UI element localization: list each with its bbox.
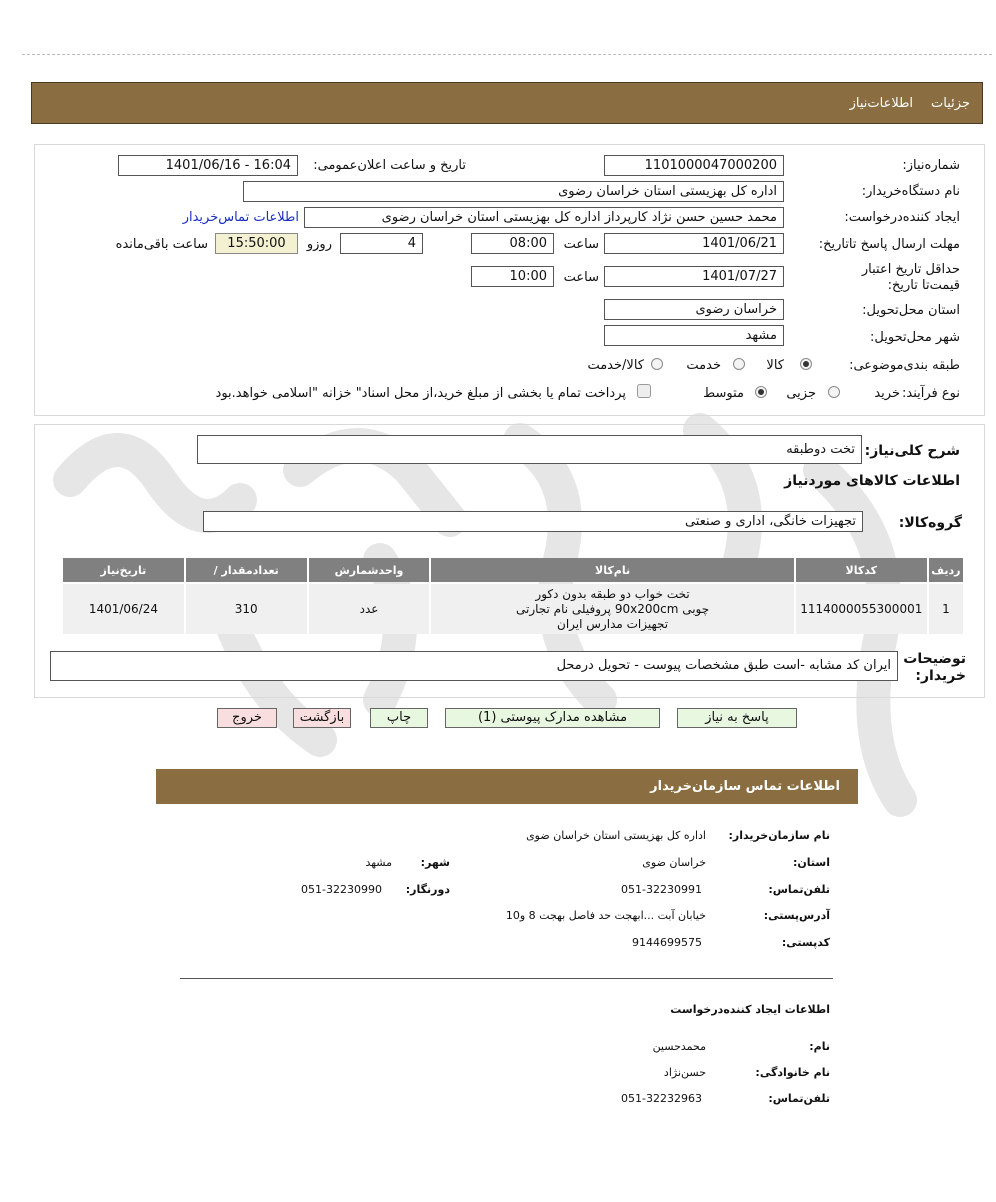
- deadline-label: مهلت ارسال پاسخ تا‌تاریخ:: [818, 237, 960, 252]
- category-radio-both[interactable]: [651, 358, 663, 370]
- cell-code: 1114000055300001: [796, 584, 927, 634]
- exit-button[interactable]: خروج: [217, 708, 277, 728]
- province-label: استان محل‌تحویل:: [862, 303, 960, 318]
- creator-phone-label: تلفن‌تماس:: [768, 1092, 830, 1105]
- category-option-service: خدمت: [686, 358, 721, 373]
- payment-checkbox[interactable]: [637, 384, 651, 398]
- cell-name-line2: چوبی 90x200cm پروفیلی نام تجارتی: [515, 601, 710, 616]
- city-field: مشهد: [604, 325, 784, 346]
- deadline-time-label: ساعت: [563, 237, 599, 252]
- need-number-label: شماره‌نیاز:: [902, 158, 960, 173]
- attachments-button[interactable]: مشاهده مدارک پیوستی (1): [445, 708, 660, 728]
- process-radio-minor[interactable]: [828, 386, 840, 398]
- contact-title-bar: اطلاعات تماس سازمان‌خریدار: [156, 769, 858, 804]
- contact-org: اداره کل بهزیستی استان خراسان ضوی: [526, 829, 706, 842]
- contact-city-label: شهر:: [420, 856, 450, 869]
- goods-group-label: گروه‌کالا:: [898, 515, 962, 531]
- validity-time-label: ساعت: [563, 270, 599, 285]
- cell-qty: 310: [186, 584, 307, 634]
- cell-name-line3: تجهیزات مدارس ایران: [557, 616, 669, 631]
- validity-date-field: 1401/07/27: [604, 266, 784, 287]
- col-row: ردیف: [929, 558, 963, 582]
- goods-info-title: اطلاعات کالاهای موردنیاز: [784, 473, 960, 489]
- process-label: نوع فرآیند:: [902, 386, 960, 401]
- contact-postal: 9144699575: [632, 936, 702, 949]
- buyer-notes-label-line1: توضیحات: [903, 651, 966, 667]
- need-number-field: 1101000047000200: [604, 155, 784, 176]
- contact-divider: [180, 978, 833, 979]
- deadline-date-field: 1401/06/21: [604, 233, 784, 254]
- contact-phone-label: تلفن‌تماس:: [768, 883, 830, 896]
- contact-province-label: استان:: [793, 856, 830, 869]
- days-label: روزو: [306, 237, 332, 252]
- contact-address-label: آدرس‌پستی:: [763, 909, 830, 922]
- contact-province: خراسان ضوی: [642, 856, 706, 869]
- table-row: [63, 584, 963, 634]
- col-qty: تعدادمقدار /: [186, 558, 307, 582]
- process-option-minor: جزیی: [786, 386, 816, 401]
- process-option-purchase: خرید: [874, 386, 900, 401]
- general-desc-field: تخت دوطبقه: [197, 435, 862, 464]
- buyer-org-field: اداره کل بهزیستی استان خراسان رضوی: [243, 181, 784, 202]
- buyer-notes-label: [903, 651, 966, 685]
- contact-fax-label: دورنگار:: [405, 883, 450, 896]
- goods-table: [61, 556, 965, 636]
- days-field: 4: [340, 233, 423, 254]
- col-unit: واحدشمارش: [309, 558, 430, 582]
- creator-field: محمد حسین حسن نژاد کارپرداز اداره کل بهزیستی استان خراسان رضوی: [304, 207, 784, 228]
- category-option-goods: کالا: [766, 358, 784, 373]
- creator-phone: 051-32232963: [621, 1092, 702, 1105]
- buyer-contact-link[interactable]: اطلاعات تماس‌خریدار: [182, 210, 299, 225]
- buyer-notes-field: ایران کد مشابه -است طبق مشخصات پیوست - تحویل درمحل: [50, 651, 898, 681]
- col-date: تاریخ‌نیاز: [63, 558, 184, 582]
- col-code: کدکالا: [796, 558, 927, 582]
- tab-need-info[interactable]: اطلاعات‌نیاز: [849, 95, 914, 111]
- creator-family-label: نام خانوادگی:: [755, 1066, 830, 1079]
- payment-note: پرداخت تمام یا بخشی از مبلغ خرید،از محل اسناد" خزانه "اسلامی خواهد.بود: [215, 386, 626, 401]
- tab-details[interactable]: جزئیات: [931, 95, 970, 111]
- print-button[interactable]: چاپ: [370, 708, 428, 728]
- buyer-org-label: نام دستگاه‌خریدار:: [861, 184, 960, 199]
- category-label: طبقه بندی‌موضوعی:: [849, 358, 960, 373]
- cell-row: 1: [929, 584, 963, 634]
- contact-phone: 051-32230991: [621, 883, 702, 896]
- city-label: شهر محل‌تحویل:: [870, 330, 960, 345]
- buyer-notes-label-line2: خریدار:: [915, 668, 966, 684]
- announce-field: 1401/06/16 - 16:04: [118, 155, 298, 176]
- creator-info-title: اطلاعات ایجاد کننده‌درخواست: [670, 1003, 830, 1016]
- header-bar: [31, 82, 983, 124]
- province-field: خراسان رضوی: [604, 299, 784, 320]
- creator-label: ایجاد کننده‌درخواست:: [844, 210, 960, 225]
- category-radio-goods[interactable]: [800, 358, 812, 370]
- validity-time-field: 10:00: [471, 266, 554, 287]
- contact-fax: 051-32230990: [301, 883, 382, 896]
- top-divider: [22, 54, 992, 55]
- general-desc-label: شرح کلی‌نیاز:: [864, 443, 960, 459]
- remaining-time-field: 15:50:00: [215, 233, 298, 254]
- cell-name-line1: تخت خواب دو طبقه بدون دکور: [535, 586, 690, 601]
- category-option-both: کالا/خدمت: [587, 358, 644, 373]
- back-button[interactable]: بازگشت: [293, 708, 351, 728]
- remaining-label: ساعت باقی‌مانده: [115, 237, 208, 252]
- deadline-time-field: 08:00: [471, 233, 554, 254]
- contact-org-label: نام سازمان‌خریدار:: [728, 829, 830, 842]
- contact-address: خیابان آبت ...ابهجت حد فاصل بهجت 8 و10: [505, 909, 706, 922]
- creator-name: محمدحسین: [652, 1040, 706, 1053]
- goods-group-field: تجهیزات خانگی، اداری و صنعتی: [203, 511, 863, 532]
- category-radio-service[interactable]: [733, 358, 745, 370]
- cell-date: 1401/06/24: [63, 584, 184, 634]
- reply-button[interactable]: پاسخ به نیاز: [677, 708, 797, 728]
- process-option-medium: متوسط: [703, 386, 744, 401]
- creator-name-label: نام:: [809, 1040, 830, 1053]
- announce-label: تاریخ و ساعت اعلان‌عمومی:: [313, 158, 466, 173]
- contact-city: مشهد: [365, 856, 392, 869]
- col-name: نام‌کالا: [431, 558, 793, 582]
- process-radio-medium[interactable]: [755, 386, 767, 398]
- creator-family: حسن‌نژاد: [663, 1066, 706, 1079]
- validity-label: حداقل تاریخ اعتبار قیمت‌تا تاریخ:: [861, 262, 960, 293]
- cell-name: [431, 584, 793, 634]
- cell-unit: عدد: [309, 584, 430, 634]
- contact-postal-label: کد‌پستی:: [781, 936, 830, 949]
